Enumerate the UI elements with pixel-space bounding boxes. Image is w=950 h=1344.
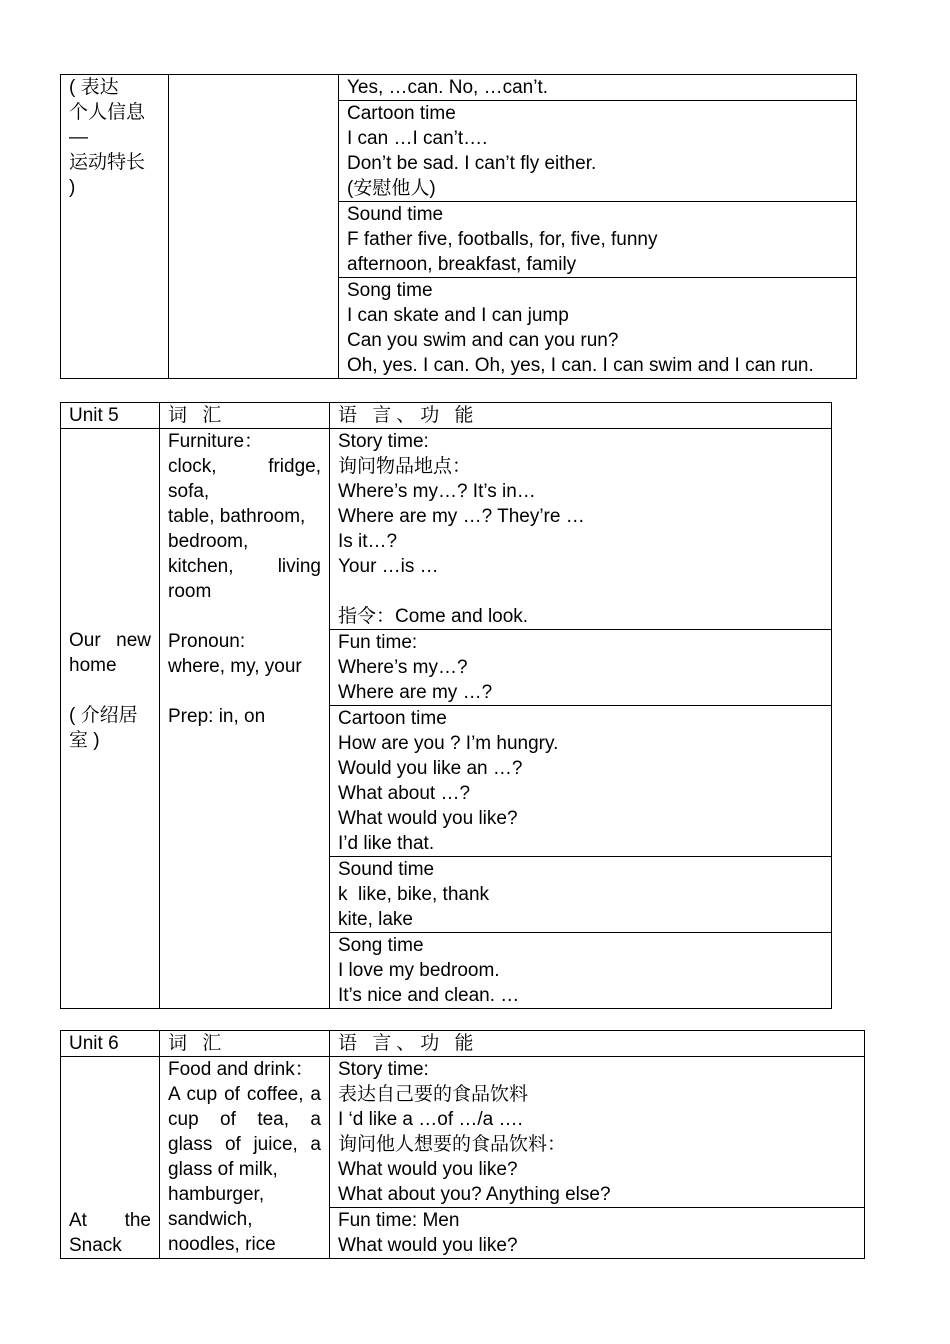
language-line: I love my bedroom. [338, 960, 500, 981]
language-line: 表达自己要的食品饮料 [338, 1084, 529, 1105]
language-line: Oh, yes. I can. Oh, yes, I can. I can swim and I can run. [347, 355, 814, 376]
function-line: — [69, 127, 88, 148]
language-line: Where are my …? They’re … [338, 506, 585, 527]
language-line: Where’s my…? It’s in… [338, 481, 536, 502]
language-line: What would you like? [338, 1159, 518, 1180]
section-title: Fun time: Men [338, 1210, 460, 1231]
unit5-table [60, 402, 832, 1009]
pronoun-title: Pronoun: [168, 631, 246, 652]
section-title: Story time: [338, 431, 429, 452]
language-cell [330, 429, 832, 630]
section-title: Song time [338, 935, 424, 956]
language-line: F father five, footballs, for, five, funny [347, 229, 658, 250]
language-line: I ‘d like a …of …/a …. [338, 1109, 523, 1130]
vocab-cell [160, 1057, 330, 1259]
vocab-header: 词 汇 [160, 1031, 330, 1057]
language-line: (安慰他人) [347, 178, 436, 199]
vocab-cell [169, 75, 339, 379]
language-line: 询问物品地点： [338, 456, 472, 477]
language-line: Yes, …can. No, …can’t. [347, 77, 549, 98]
section-title: Sound time [338, 859, 435, 880]
vocab-words: table, bathroom, [168, 506, 306, 527]
section-title: Song time [347, 280, 433, 301]
language-line: Don’t be sad. I can’t fly either. [347, 153, 597, 174]
section-title: Sound time [347, 204, 444, 225]
vocab-header: 词 汇 [160, 403, 330, 429]
language-line: Can you swim and can you run? [347, 330, 619, 351]
unit-title: At the Snack [69, 1210, 151, 1256]
unit4-continued-table [60, 74, 857, 379]
language-line: I’d like that. [338, 833, 435, 854]
language-line: 指令：Come and look. [338, 606, 529, 627]
language-line: What would you like? [338, 808, 518, 829]
language-line: It’s nice and clean. … [338, 985, 520, 1006]
unit-header: Unit 6 [61, 1031, 160, 1057]
unit-function: ( 介绍居室 ) [69, 705, 138, 751]
vocab-words: hamburger, [168, 1184, 265, 1205]
language-header: 语 言、功 能 [330, 403, 832, 429]
language-cell [330, 857, 832, 933]
unit-title-cell [61, 429, 160, 1009]
unit6-table [60, 1030, 865, 1259]
prep-words: Prep: in, on [168, 706, 266, 727]
language-line: kite, lake [338, 909, 413, 930]
unit-header: Unit 5 [61, 403, 160, 429]
section-title: Story time: [338, 1059, 429, 1080]
function-line: ) [69, 177, 76, 198]
vocab-words: noodles, rice [168, 1234, 276, 1255]
language-line: I can skate and I can jump [347, 305, 569, 326]
language-line: k like, bike, thank [338, 884, 490, 905]
language-cell [330, 1057, 865, 1208]
vocab-words: clock, fridge, sofa, [168, 456, 321, 502]
language-line: What would you like? [338, 1235, 518, 1256]
language-line: What about you? Anything else? [338, 1184, 611, 1205]
language-line: afternoon, breakfast, family [347, 254, 577, 275]
pronoun-words: where, my, your [168, 656, 302, 677]
language-cell [330, 1208, 865, 1259]
section-title: Cartoon time [347, 103, 456, 124]
unit-title-cell [61, 1057, 160, 1259]
language-cell [330, 933, 832, 1009]
language-cell [339, 101, 857, 202]
vocab-words: kitchen, living room [168, 556, 321, 602]
vocab-words: sandwich, [168, 1209, 253, 1230]
vocab-words: A cup of coffee, a cup of tea, a glass of juice, a glass of milk, [168, 1084, 321, 1180]
vocab-category: Furniture： [168, 431, 264, 452]
section-title: Fun time: [338, 632, 418, 653]
vocab-words: bedroom, [168, 531, 249, 552]
language-header: 语 言、功 能 [330, 1031, 865, 1057]
language-cell [339, 202, 857, 278]
language-cell [330, 630, 832, 706]
vocab-category: Food and drink： [168, 1059, 314, 1080]
function-line: ( 表达 [69, 77, 119, 98]
language-line: 询问他人想要的食品饮料： [338, 1134, 567, 1155]
blank-line [338, 579, 823, 604]
function-cell [61, 75, 169, 379]
section-title: Cartoon time [338, 708, 447, 729]
language-line: Is it…? [338, 531, 398, 552]
language-cell [339, 278, 857, 379]
language-line: What about …? [338, 783, 471, 804]
language-line: How are you ? I’m hungry. [338, 733, 559, 754]
language-cell [330, 706, 832, 857]
function-line: 运动特长 [69, 152, 146, 173]
unit-title: Our new home [69, 630, 151, 676]
language-line: Where are my …? [338, 682, 493, 703]
language-line: Where’s my…? [338, 657, 468, 678]
function-line: 个人信息 [69, 102, 146, 123]
language-line: I can …I can’t…. [347, 128, 488, 149]
language-line: Your …is … [338, 556, 439, 577]
vocab-cell [160, 429, 330, 1009]
language-cell [339, 75, 857, 101]
language-line: Would you like an …? [338, 758, 523, 779]
